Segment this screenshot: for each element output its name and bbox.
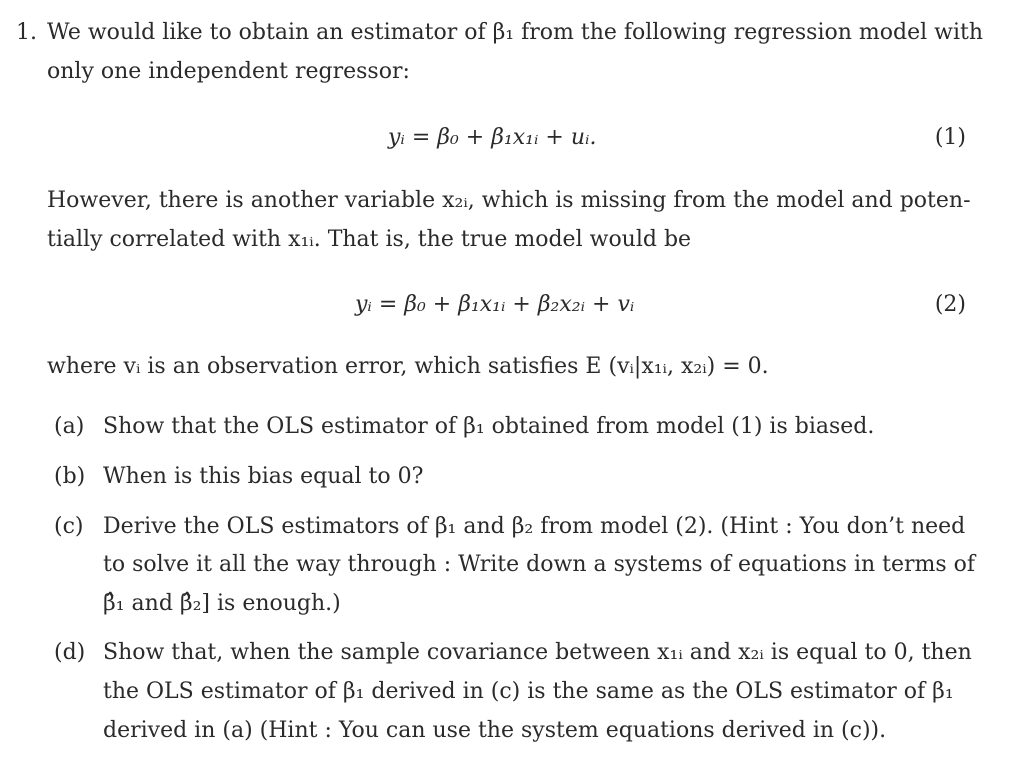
intro-line-2: only one independent regressor: [47, 59, 410, 84]
item-a-label: (a) [54, 414, 85, 439]
item-b-line-1: When is this bias equal to 0? [103, 464, 424, 489]
item-b-label: (b) [54, 464, 86, 489]
intro-line-1: We would like to obtain an estimator of β₁ from the following regression model with [47, 20, 984, 45]
item-c-label: (c) [54, 514, 84, 539]
item-d-line-3: derived in (a) (Hint : You can use the system equations derived in (c)). [103, 718, 887, 743]
equation-1-label: (1) [934, 125, 966, 150]
problem-number: 1. [16, 20, 37, 45]
item-d-label: (d) [54, 640, 86, 665]
item-c-line-2: to solve it all the way through : Write down a systems of equations in terms of [103, 552, 976, 577]
where-line: where vᵢ is an observation error, which satisfies E (vᵢ|x₁ᵢ, x₂ᵢ) = 0. [47, 354, 769, 379]
mid-line-1: However, there is another variable x₂ᵢ, which is missing from the model and poten- [47, 188, 971, 213]
item-c-line-1: Derive the OLS estimators of β₁ and β₂ from model (2). (Hint : You don’t need [103, 514, 966, 539]
mid-line-2: tially correlated with x₁ᵢ. That is, the true model would be [47, 227, 692, 252]
item-c-line-3: β̂₁ and β̂₂] is enough.) [103, 591, 341, 616]
equation-1: yᵢ = β₀ + β₁x₁ᵢ + uᵢ. [388, 125, 597, 150]
item-d-line-2: the OLS estimator of β₁ derived in (c) is the same as the OLS estimator of β₁ [103, 679, 954, 704]
equation-2-label: (2) [934, 292, 966, 317]
item-a-line-1: Show that the OLS estimator of β₁ obtained from model (1) is biased. [103, 414, 875, 439]
item-d-line-1: Show that, when the sample covariance between x₁ᵢ and x₂ᵢ is equal to 0, then [103, 640, 972, 665]
equation-2: yᵢ = β₀ + β₁x₁ᵢ + β₂x₂ᵢ + vᵢ [355, 292, 635, 317]
